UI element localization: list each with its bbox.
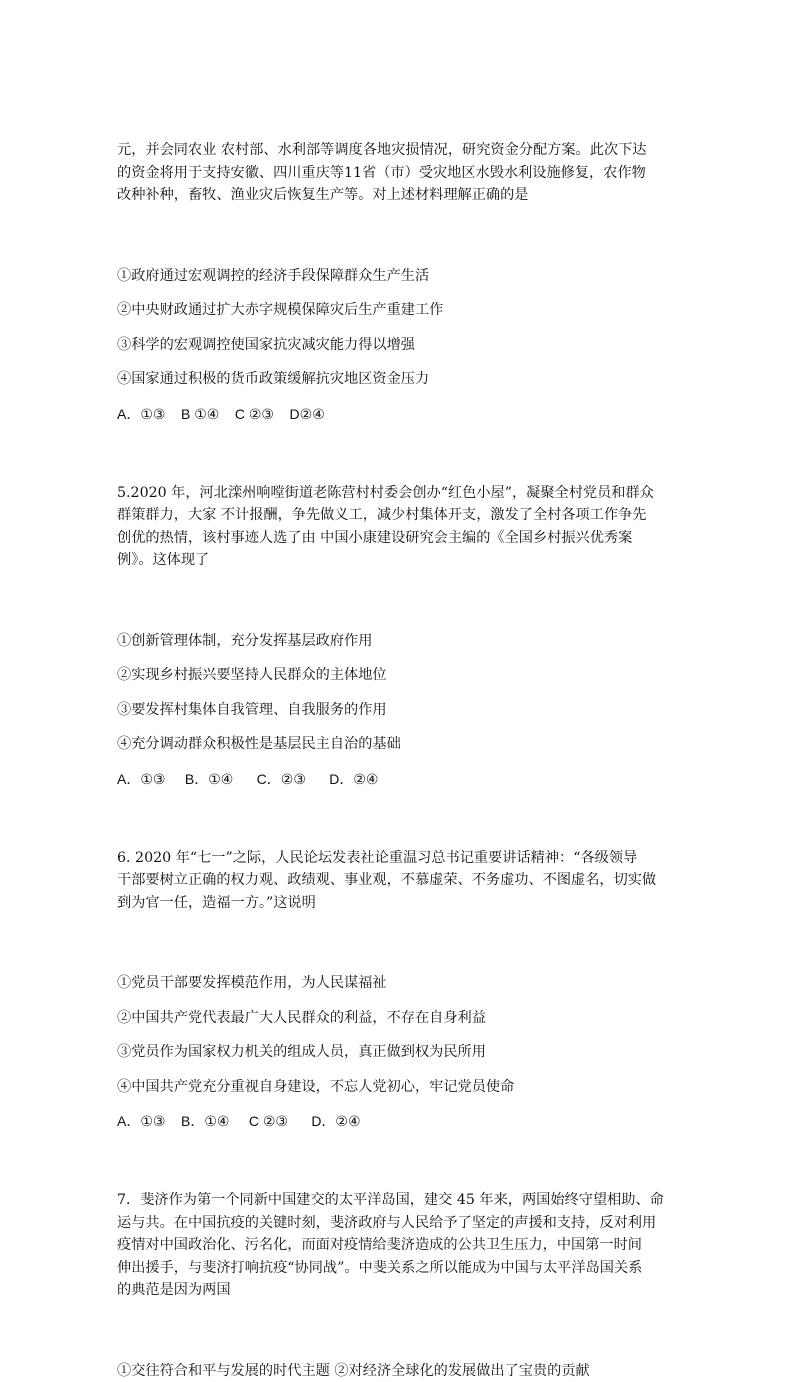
question-stem (117, 802, 682, 960)
option-statement: ②中央财政通过扩大赤字规模保障灾后生产重建工作 (117, 299, 682, 322)
question-7 (117, 1144, 682, 1382)
question-4-continuation (117, 94, 682, 425)
question-stem (117, 94, 682, 252)
stem-line: 伸出援手，与斐济打响抗疫“协同战”。中斐关系之所以能成为中国与太平洋岛国关系 (117, 1257, 682, 1280)
document-page (117, 94, 682, 1382)
stem-line: 5.2020 年，河北滦州响嘡街道老陈营村村委会创办“红色小屋”，凝聚全村党员和群众 (117, 482, 682, 505)
stem-line: 例》。这体现了 (117, 549, 682, 572)
question-6 (117, 802, 682, 1133)
stem-line: 创优的热情，该村事迹人选了由 中国小康建设研究会主编的《全国乡村振兴优秀案 (117, 527, 682, 550)
option-statement: ③科学的宏观调控使国家抗灾减灾能力得以增强 (117, 334, 682, 357)
stem-line: 疫情对中国政治化、污名化，而面对疫情给斐济造成的公共卫生压力，中国第一时间 (117, 1234, 682, 1257)
answer-choices: A．①③ B．①④ C．②③ D．②④ (117, 768, 682, 790)
answer-choices: A．①③ B．①④ C ②③ D．②④ (117, 1110, 682, 1132)
option-statement: ①创新管理体制，充分发挥基层政府作用 (117, 630, 682, 653)
stem-line: 运与共。在中国抗疫的关键时刻，斐济政府与人民给予了坚定的声援和支持，反对利用 (117, 1212, 682, 1235)
question-5 (117, 437, 682, 790)
option-statement: ③党员作为国家权力机关的组成人员，真正做到权为民所用 (117, 1041, 682, 1064)
option-statement: ③要发挥村集体自我管理、自我服务的作用 (117, 699, 682, 722)
answer-choices: A．①③ B ①④ C ②③ D②④ (117, 403, 682, 425)
option-statement: ④国家通过积极的货币政策缓解抗灾地区资金压力 (117, 368, 682, 391)
option-statement: ②中国共产党代表最广大人民群众的利益，不存在自身利益 (117, 1007, 682, 1030)
stem-line: 的典范是因为两国 (117, 1279, 682, 1302)
stem-line: 群策群力，大家 不计报酬，争先做义工，减少村集体开支，激发了全村各项工作争先 (117, 504, 682, 527)
stem-line: 的资金将用于支持安徽、四川重庆等11省（市）受灾地区水毁水利设施修复，农作物 (117, 162, 682, 185)
option-statement: ④充分调动群众积极性是基层民主自治的基础 (117, 733, 682, 756)
option-statement: ①政府通过宏观调控的经济手段保障群众生产生活 (117, 265, 682, 288)
option-statement: ②实现乡村振兴要坚持人民群众的主体地位 (117, 664, 682, 687)
option-statement: ①交往符合和平与发展的时代主题 ②对经济全球化的发展做出了宝贵的贡献 (117, 1360, 682, 1382)
option-statement: ①党员干部要发挥模范作用，为人民谋福祉 (117, 972, 682, 995)
stem-line: 元，并会同农业 农村部、水利部等调度各地灾损情况，研究资金分配方案。此次下达 (117, 139, 682, 162)
stem-line: 干部要树立正确的权力观、政绩观、事业观，不慕虚荣、不务虚功、不图虚名，切实做 (117, 869, 682, 892)
option-statement: ④中国共产党充分重视自身建设，不忘人党初心，牢记党员使命 (117, 1076, 682, 1099)
question-stem (117, 437, 682, 617)
stem-line: 到为官一任，造福一方。”这说明 (117, 892, 682, 915)
question-stem (117, 1144, 682, 1347)
stem-line: 7．斐济作为第一个同新中国建交的太平洋岛国，建交 45 年来，两国始终守望相助、命 (117, 1189, 682, 1212)
stem-line: 改种补种，畜牧、渔业灾后恢复生产等。对上述材料理解正确的是 (117, 184, 682, 207)
stem-line: 6. 2020 年“七一”之际，人民论坛发表社论重温习总书记重要讲话精神：“各级领导 (117, 847, 682, 870)
